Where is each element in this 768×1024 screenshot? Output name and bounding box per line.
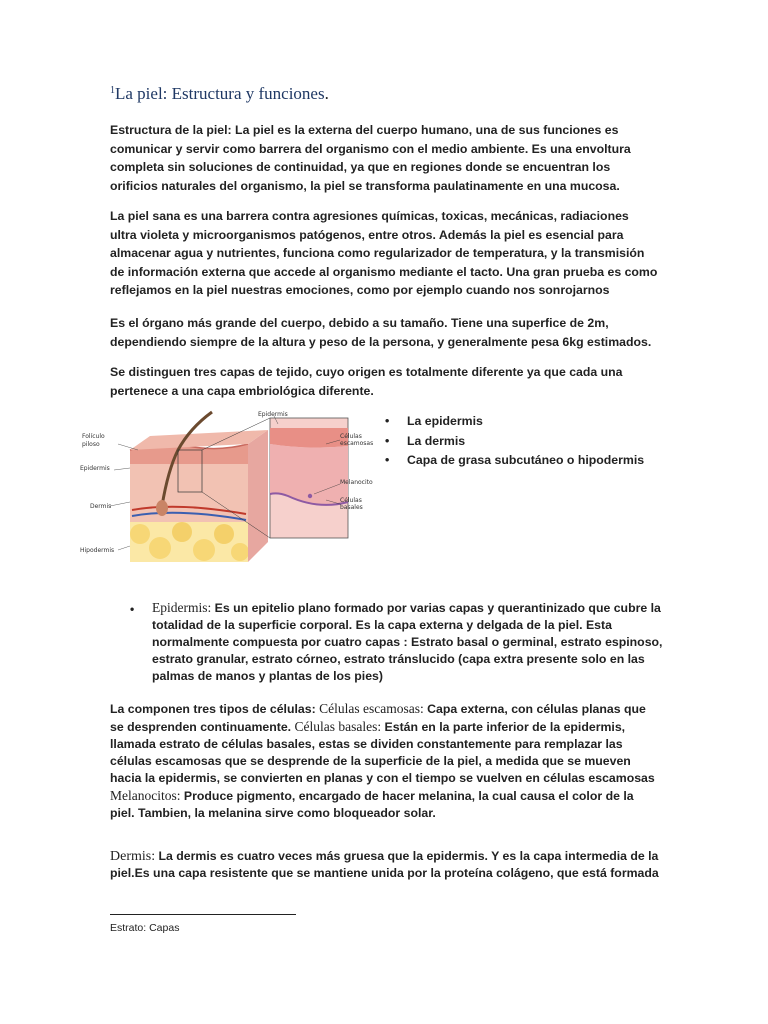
footnote-divider: [110, 914, 296, 915]
epidermis-term: Epidermis:: [152, 600, 212, 615]
term-basales: Células basales:: [294, 719, 382, 734]
epidermis-text: Es un epitelio plano formado por varias capas y querantinizado que cubre la totalidad de la superficie corporal. Es la capa externa y delgada de la piel. Esta normalmente compuesta por cuatro capas : Estrato basal o germinal, estrato espinoso, estrato granular, estrato córneo, estrato tránslucido (capa extra presente solo en las palmas de manos y plantas de los pies): [152, 601, 663, 683]
skin-diagram: [78, 410, 374, 570]
paragraph-layers: Se distinguen tres capas de tejido, cuyo origen es totalmente diferente ya que cada una pertenece a una capa embriológica diferente.: [110, 365, 623, 398]
dermis-term: Dermis:: [110, 849, 156, 864]
bullet-icon: •: [385, 414, 390, 428]
footnote-marker: 1: [110, 85, 115, 96]
label-dermis: Dermis: [90, 503, 112, 510]
label-epidermis-top: Epidermis: [258, 411, 288, 418]
title-period: .: [324, 84, 329, 103]
footnote: Estrato: Capas: [110, 922, 180, 934]
label-hipodermis: Hipodermis: [80, 547, 115, 554]
list-item: • La epidermis: [385, 412, 644, 432]
label-epidermis-left: Epidermis: [80, 465, 110, 472]
label-escamosas: escamosas: [340, 440, 374, 447]
term-melanocitos: Melanocitos:: [110, 788, 181, 803]
paragraph-barrier: La piel sana es una barrera contra agresiones químicas, toxicas, mecánicas, radiaciones ultra violeta y microorganismos patógenos, entre otros. Además la piel es esencial para almacenar agua y nutrientes, funciona como regularizador de temperatura, y la transmisión de información externa que accede al organismo mediante el tacto. Una gran prueba es como reflejamos en la piel nuestras emociones, como por ejemplo cuando nos sonrojarnos: [110, 209, 658, 297]
label-celulas-basales-2: basales: [340, 504, 363, 511]
paragraph-structure: Estructura de la piel: La piel es la externa del cuerpo humano, una de sus funciones es comunicar y servir como barrera del organismo con el medio ambiente. Es una envoltura completa sin soluciones de continuidad, ya que en regiones donde se encuentran los orificios naturales del organismo, la piel se transforma paulatinamente en una mucosa.: [110, 123, 631, 193]
label-foliculo: Folículo: [82, 433, 105, 440]
bullet-icon: •: [385, 453, 390, 467]
bullet-icon: •: [130, 602, 135, 616]
page-title: [110, 84, 329, 104]
epidermis-item: [130, 599, 664, 685]
label-melanocito: Melanocito: [340, 479, 373, 486]
paragraph-dermis: [110, 848, 660, 882]
bullet-icon: •: [385, 433, 390, 448]
label-celulas: Células: [340, 433, 362, 440]
dermis-text: La dermis es cuatro veces más gruesa que la epidermis. Y es la capa intermedia de la piel.Es una capa resistente que se mantiene unida por la proteína colágeno, que está formada: [110, 849, 659, 880]
paragraph-cells: La componen tres tipos de células: Células escamosas: Capa externa, con células planas que se desprenden continuamente. Células basales: Están en la parte inferior de la epidermis, llamada estrato de células basales, estas se dividen constantemente para remplazar las células escamosas que se desprende de la superficie de la piel, a medida que se mueven hacia la epidermis, se convierten en planas y con el tiempo se vuelven en células escamosas Melanocitos: Produce pigmento, encargado de hacer melanina, la cual causa el color de la piel. Tambien, la melanina sirve como bloqueador solar.: [110, 701, 655, 820]
list-item: • Capa de grasa subcutáneo o hipodermis: [385, 451, 644, 471]
layers-list: [385, 412, 644, 471]
term-escamosas: Células escamosas:: [319, 701, 424, 716]
list-item: • La dermis: [385, 432, 644, 452]
paragraph-size: Es el órgano más grande del cuerpo, debido a su tamaño. Tiene una superfice de 2m, dependiendo siempre de la altura y peso de la persona, y generalmente pesa 6kg estimados.: [110, 316, 652, 349]
label-piloso: piloso: [82, 441, 100, 448]
title-text: La piel: Estructura y funciones: [115, 84, 325, 103]
label-celulas-basales-1: Células: [340, 497, 362, 504]
